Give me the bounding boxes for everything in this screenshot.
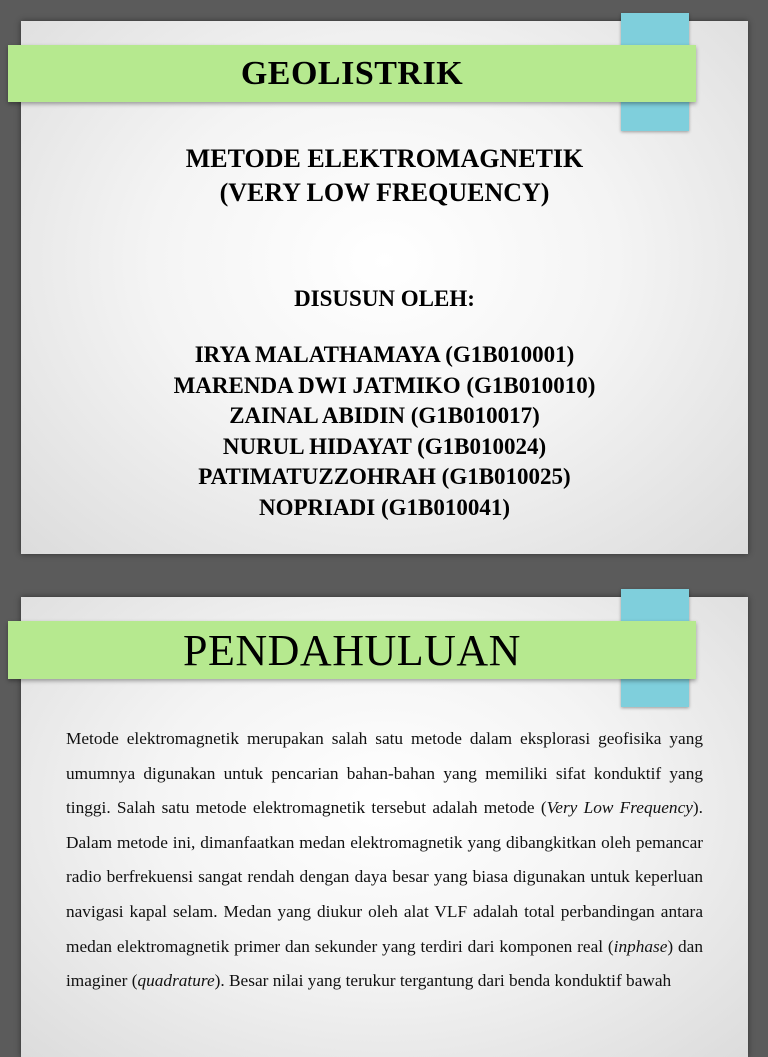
slide-introduction [21, 597, 748, 1057]
paragraph-italic-term: inphase [613, 936, 668, 956]
subtitle [21, 142, 748, 210]
author-heading: DISUSUN OLEH: [294, 286, 475, 311]
subtitle-line-2: (VERY LOW FREQUENCY) [219, 178, 550, 207]
paragraph-italic-term: quadrature [137, 971, 215, 991]
subtitle-line-1: METODE ELEKTROMAGNETIK [185, 144, 584, 173]
paragraph-italic-term: Very Low Frequency [546, 798, 693, 818]
author-item: IRYA MALATHAMAYA (G1B010001) [194, 342, 575, 367]
intro-paragraph [66, 722, 703, 999]
author-item: NURUL HIDAYAT (G1B010024) [222, 433, 547, 459]
paragraph-text: Metode elektromagnetik merupakan salah satu metode dalam eksplorasi geofisika yang umumnya digunakan untuk pencarian bahan-bahan yang memiliki sifat konduktif yang tinggi. Salah satu metode elektromagnetik tersebut adalah metode ( [66, 729, 703, 818]
author-item: MARENDA DWI JATMIKO (G1B010010) [173, 372, 596, 398]
slide-title-text: PENDAHULUAN [183, 625, 521, 675]
paragraph-text: ). Dalam metode ini, dimanfaatkan medan elektromagnetik yang dibangkitkan oleh pemancar radio berfrekuensi sangat rendah dengan daya besar yang biasa digunakan untuk keperluan navigasi kapal selam. Medan yang diukur oleh alat VLF adalah total perbandingan antara medan elektromagnetik primer dan sekunder yang terdiri dari komponen real ( [66, 798, 703, 956]
title-bar [8, 45, 696, 102]
slide-title [21, 21, 748, 554]
title-bar [8, 621, 696, 679]
paragraph-text: ). Besar nilai yang terukur tergantung dari benda konduktif bawah [214, 971, 672, 991]
author-item: NOPRIADI (G1B010041) [258, 494, 511, 520]
author-item: ZAINAL ABIDIN (G1B010017) [229, 403, 540, 429]
slide-title-text: GEOLISTRIK [240, 54, 464, 92]
author-item: PATIMATUZZOHRAH (G1B010025) [198, 464, 571, 490]
paragraph-text: ) dan imaginer ( [66, 936, 703, 991]
author-list [21, 340, 748, 524]
